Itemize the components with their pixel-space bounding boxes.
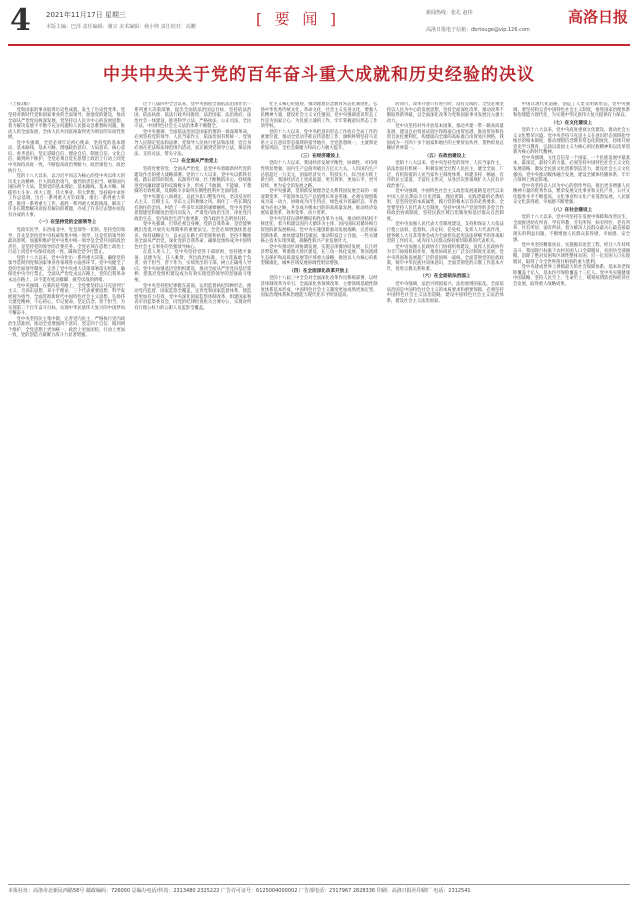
- editor-credits: 本版主编：巴泽 责任编辑：谢宗 美术编辑：杨小帅 责任校对：高鹏: [46, 24, 196, 30]
- article-paragraph: 党中央强调，法治兴则国家兴，法治衰则国家乱。全面依法治国是中国特色社会主义的本质要求和重要保障，必须坚持中国特色社会主义法治道路，建设中国特色社会主义法治体系，建设社会主义法治国家。: [386, 281, 504, 304]
- masthead: [8, 4, 630, 42]
- section-subheading: （五）在政治建设上: [424, 153, 466, 159]
- newspaper-logo: 高洛日报: [567, 8, 628, 26]
- article-paragraph: 党中央坚持民主集中制，完善党内民主，严格执行党内政治生活准则，推动全党增强四个意识、坚定四个自信、做到两个维护，全党思想上更加统一、政治上更加团结、行动上更加一致，党的创造力凝聚力战斗力显著增强。: [8, 316, 125, 339]
- article-paragraph: 中国式现代化道路，创造了人类文明新形态。党中央强调，要坚持和完善中国特色社会主义制度，推进国家治理体系和治理能力现代化，为实现中华民族伟大复兴提供有力保证。: [513, 102, 630, 119]
- article-paragraph: 党的十八大以来，我国经济发展平衡性、协调性、可持续性明显增强，国内生产总值突破百万亿元大关，人均国内生产总值超过一万美元，国家经济实力、科技实力、综合国力跃上新台阶，我国经济迈上更高质量、更有效率、更加公平、更可持续、更为安全的发展之路。: [260, 161, 378, 189]
- news-hotline: 新闻热线：张孔 赵伟: [426, 10, 473, 16]
- article-paragraph: 党中央坚持以供给侧结构性改革为主线，推动经济结构不断优化，着力构建以国内大循环为主体、国内国际双循环相互促进的新发展格局。党中央实施创新驱动发展战略，完善国家创新体系，加快建设科技强国，推动科技自立自强，一些关键核心技术实现突破，战略性新兴产业发展壮大。: [260, 216, 378, 245]
- article-paragraph: 时而行，改革开放只有进行时，没有完成时。全党必须坚持以人民为中心的发展思想，坚持全面深化改革，推动改革不断取得新突破，以全面深化改革为党和国家事业发展注入强大动力。: [386, 102, 504, 124]
- article-paragraph: 党中央强调，打铁必须自身硬。党的自我革命，是党能够跳出治乱兴衰历史周期率的重要法宝。全党必须增强忧患意识，保持战略定力，以永远在路上的坚韧和执着，坚持不懈推进全面从严治党，深化党的自我革命，确保党始终成为中国特色社会主义事业的坚强领导核心。: [134, 222, 252, 250]
- article-paragraph: 党中央强调，贯彻新发展理念是关系我国发展全局的一场深刻变革，不能简单以生产总值增长率论英雄，必须实现创新成为第一动力、协调成为内生特点、绿色成为普遍形态、开放成为必由之路、共享成为根本目的的高质量发展，推动经济发展质量变革、效率变革、动力变革。: [260, 189, 378, 217]
- article-column: [8, 102, 125, 880]
- article-paragraph: 社主义核心价值观，推动理想信念教育常态化制度化，弘扬中华优秀传统文化、革命文化、社会主义先进文化，增强人民精神力量，建设社会主义文化强国。党中央强调意识形态工作是为国家立心、为民族立魂的工作，牢牢掌握意识形态工作领导权。: [260, 102, 378, 130]
- article-paragraph: 党的十八大以来，党中央把意识形态工作放在全局工作的重要位置，推动全党动手抓宣传思想工作，旗帜鲜明坚持马克思主义在意识形态领域的指导地位，全党思想统一，主流舆论更加巩固，全社会凝聚力和向心力极大提升。: [260, 129, 378, 152]
- article-paragraph: 党中央坚持以人民为中心的创作导向，推出更多增强人民精神力量的优秀作品，繁荣发展文化事业和文化产业，公共文化服务水平不断提高，文化事业和文化产业蓬勃发展，人民群众文化获得感、幸福感不断增强。: [513, 183, 630, 206]
- section-subheading: （三）在经济建设上: [298, 153, 340, 159]
- article-paragraph: 党中央推动区域协调发展，实施京津冀协同发展、长江经济带发展、粤港澳大湾区建设、长三角一体化发展、黄河流域生态保护和高质量发展等区域重大战略，推进以人为核心的新型城镇化，城乡区域发展协调性明显增强。: [260, 244, 378, 267]
- article-paragraph: 党和国家的事业取得历史性成就，发生了历史性变革。党坚持对新时代党和国家事业的全面领导，加强党的建设，推动全面从严治党向纵深发展。党坚持以人民为中心的发展思想，着力解决发展不平衡不充分问题和人民群众急难愁盼问题，推动人的全面发展、全体人民共同富裕取得更为明显的实质性进展。: [8, 107, 125, 141]
- article-column: [387, 102, 504, 880]
- article-paragraph: 党中央坚持精准扶贫，实施脱贫攻坚工程，经过八年持续奋斗，我国现行标准下农村贫困人口全部脱贫，贫困县全部摘帽，消除了绝对贫困和区域性整体贫困，近一亿贫困人口实现脱贫，取得了令全世界刮目相看的重大胜利。: [513, 243, 630, 265]
- article-column: [261, 102, 378, 880]
- section-subheading: （二）在全面从严治党上: [167, 159, 219, 165]
- page-number: 4: [10, 3, 31, 38]
- article-paragraph: 党中央坚持把纪律挺在前面，运用监督执纪四种形态，推动党内监督、国家监察全覆盖，完善党和国家监督体系，使监督更加有力有效。党中央深化国家监察体制改革，组建国家和省市县监察委员会，同党的纪律检查机关合署办公，实现对所有行使公权力的公职人员监察全覆盖。: [134, 283, 252, 311]
- article-paragraph: 党的十八大以来，党中央高度重视文化建设，推动社会主义文化繁荣兴盛。党中央坚持马克思主义在意识形态领域指导地位的根本制度，推动理想信念教育常态化制度化，持续开展党史学习教育，弘扬以爱国主义为核心的民族精神和以改革创新为核心的时代精神。: [513, 128, 630, 156]
- article-paragraph: 党中央加强人民政协专门协商机构建设，发挥人民政协作为专门协商机构作用，推进协商民主广泛多层制度化发展。党中央巩固和发展最广泛的爱国统一战线，全面贯彻党的民族政策，铸牢中华民族共同体意识，全面贯彻党的宗教工作基本方针，促进宗教关系和谐。: [386, 244, 504, 272]
- section-title: [ 要 闻 ]: [256, 10, 341, 28]
- email-line: 高洛日报电子信箱：dbrtouge@vip.126.com: [426, 27, 530, 33]
- top-divider: [8, 44, 630, 46]
- bottom-divider: [8, 884, 630, 885]
- article-paragraph: 过十八届四中全会以来，党中央围绕全面依法治国作出一系列重大决策部署，提出全面依法治国总目标，坚持依法治国、依法执政、依法行政共同推进，法治国家、法治政府、法治社会一体建设，推进科学立法、严格执法、公正司法、全民守法，中国特色社会主义法治体系不断健全。: [134, 102, 252, 130]
- article-paragraph: 党中央强调，全面依法治国是国家治理的一场深刻革命，必须坚持党的领导、人民当家作主、依法治国有机统一。党领导人民制定宪法和法律，党领导人民执行宪法和法律，党自身必须在宪法和法律范围内活动，真正做到党领导立法、保证执法、支持司法、带头守法。: [134, 129, 252, 157]
- section-subheading: （四）在全面深化改革开放上: [289, 268, 349, 274]
- article-paragraph: 党中央强调，中国特色社会主义政治发展道路是近代以来中国人民长期奋斗历史逻辑、理论逻辑、实践逻辑的必然结果，是坚持党的本质属性、践行党的根本宗旨的必然要求。全党要坚持人民代表大会制度，坚持中国共产党领导的多党合作和政治协商制度，坚持民族区域自治制度和基层群众自治制度。: [386, 189, 504, 222]
- article-paragraph: 党中央加强人民代表大会制度建设，支持和保证人大依法行使立法权、监督权、决定权、任免权，发挥人大代表作用，使各级人大及其常委会成为全面担负起宪法法律赋予的各项职责的工作机关，成为同人民群众保持密切联系的代表机关。: [386, 222, 504, 245]
- article-paragraph: （上接3版）: [8, 102, 33, 107]
- section-subheading: （六）在全面依法治国上: [419, 274, 471, 280]
- article-paragraph: 党的十八大以来，党中央坚持在发展中保障和改善民生，全面推进幼有所育、学有所教、劳有所得、病有所医、老有所养、住有所居、弱有所扶，着力解决人民群众最关心最直接最现实的利益问题，不断增强人民群众获得感、幸福感、安全感。: [513, 215, 630, 243]
- article-paragraph: 党中央制定八项规定，以此为切口整饬作风，坚决反对形式主义、官僚主义、享乐主义和奢靡之风，刹住了一些长期没有刹住的歪风，纠治了一些多年未除的顽瘴痼疾。党中央坚持思想建党和制度治党同向发力，严肃党内政治生活，净化党内政治生态，党内政治生活气象更新，党内政治生态明显好转。: [134, 194, 252, 222]
- article-column: [513, 102, 630, 880]
- section-subheading: （七）在文化建设上: [550, 120, 593, 126]
- article-paragraph: 党中央建成世界上规模最大的社会保障体系，基本养老保险覆盖十亿人，基本医疗保险覆盖十三亿人。党中央实施健康中国战略，坚持人民至上、生命至上，统筹疫情防控和经济社会发展，取得重大战略成果。: [513, 265, 630, 287]
- section-subheading: （一）在坚持党的全面领导上: [36, 220, 97, 226]
- article-paragraph: 坚持党要管党、全面从严治党，是党中央着眼新时代党的建设作出的重大战略部署。党的十八大以来，党中央以抓铁有痕、踏石留印的韧劲，以刮骨疗毒、壮士断腕的决心，持续推进党风廉政建设和反腐败斗争，形成了不敢腐、不能腐、不想腐的有效机制，反腐败斗争取得压倒性胜利并全面巩固。: [134, 167, 252, 195]
- article-paragraph: 党中央强调，全党必须牢记初心使命，坚持党的基本理论、基本路线、基本方略，增强政治意识、大局意识、核心意识、看齐意识，坚定道路自信、理论自信、制度自信、文化自信，做到两个维护。全党必须自觉在思想上政治上行动上同党中央保持高度一致，不断提高政治判断力、政治领悟力、政治执行力。: [8, 140, 125, 174]
- article-paragraph: 党的十八大以来，党中央坚持党的领导、人民当家作主、依法治国有机统一，积极发展全过程人民民主，健全全面、广泛、有机衔接的人民当家作主制度体系，构建多样、畅通、有序的民主渠道，丰富民主形式，从各层次各领域扩大人民有序政治参与。: [386, 161, 504, 189]
- article-paragraph: 党中央坚持对外开放基本国策，推动共建一带一路高质量发展，建设自由贸易试验区和海南自由贸易港，推动贸易和投资自由化便利化，构建面向全球的高标准自由贸易区网络，我国成为一百四十多个国家和地区的主要贸易伙伴，货物贸易总额居世界第一。: [386, 124, 504, 152]
- page-footer: 本报社址：高洛市北新民西路58号 邮政编码：726000 总编办电话/传真：2313480 2325222 广告许可证号：6125004000002 广告部电话：2317967 2828336 印刷：高洛日报社印刷厂 电话：2312541: [8, 888, 471, 894]
- article-paragraph: 在选人用人上，党中央坚持党管干部原则，坚持德才兼备、以德为先、任人唯贤，突出政治标准，大力选拔敢于负责、勇于担当、善于作为、实绩突出的干部，树立正确用人导向。党中央加强基层党组织建设，推动全面从严治党向基层延伸，把基层党组织建设成为有效实现党的领导的坚强战斗堡垒。: [134, 250, 252, 283]
- publication-date: 2021年11月17日 星期三: [46, 11, 126, 19]
- article-paragraph: 党中央强调，在新的赶考路上，全党要坚持以马克思列宁主义、毛泽东思想、邓小平理论、三个代表重要思想、科学发展观为指导，全面贯彻新时代中国特色社会主义思想，弘扬伟大建党精神，不忘初心、牢记使命，坚定信念、勇于担当，为实现第二个百年奋斗目标、实现中华民族伟大复兴的中国梦而不懈奋斗。: [8, 283, 125, 317]
- article-body: [8, 102, 630, 880]
- article-column: [134, 102, 251, 880]
- article-paragraph: 党政军民学，东西南北中，党是领导一切的。坚持党的领导，首先是坚持党中央权威和集中统一领导，这是党的领导的最高原则。加强和维护党中央集中统一领导是全党共同的政治责任，是坚持党的领导的首要任务。全党必须在思想上政治上行动上同党中央保持高度一致，确保全党令行禁止。: [8, 228, 125, 256]
- article-paragraph: 党的十八届三中全会对全面深化改革作出系统部署，以经济体制改革为牵引，全面深化各领域改革，主要领域基础性制度体系基本形成，中国特色社会主义制度更加成熟更加定型，国家治理体系和治理能力现代化水平明显提高。: [260, 276, 378, 299]
- article-paragraph: 党的十八大以来，以习近平同志为核心的党中央以伟大的历史主动精神、巨大的政治勇气、强烈的责任担当，统筹国内国际两个大局，贯彻党的基本理论、基本路线、基本方略，统揽伟大斗争、伟大工程、伟大事业、伟大梦想，坚持稳中求进工作总基调，出台一系列重大方针政策，推出一系列重大举措，推进一系列重大工作，战胜一系列重大风险挑战，解决了许多长期想解决而没有解决的难题，办成了许多过去想办而没有办成的大事。: [8, 174, 125, 218]
- article-paragraph: 党中央强调，文化自信是一个国家、一个民族发展中最基本、最深沉、最持久的力量。必须坚持中国特色社会主义文化发展道路，激发全民族文化创新创造活力，建设社会主义文化强国。党中央推动媒体融合发展，建设全媒体传播体系，牢牢占领网上舆论阵地。: [513, 155, 630, 184]
- article-headline: 中共中央关于党的百年奋斗重大成就和历史经验的决议: [103, 65, 535, 85]
- section-subheading: （八）在社会建设上: [550, 207, 593, 213]
- article-paragraph: 党的十八大以来，党中央作出一系列重大决策，确保党的领导贯彻到党和国家事业各领域各方面各环节。党中央健全了党的全面领导制度，完善了党中央重大决策部署落实机制，确保党中央令行禁止。全面从严治党永远在路上，党的自我革命永远在路上，决不能有松劲歇脚、疲劳厌战的情绪。: [8, 255, 125, 283]
